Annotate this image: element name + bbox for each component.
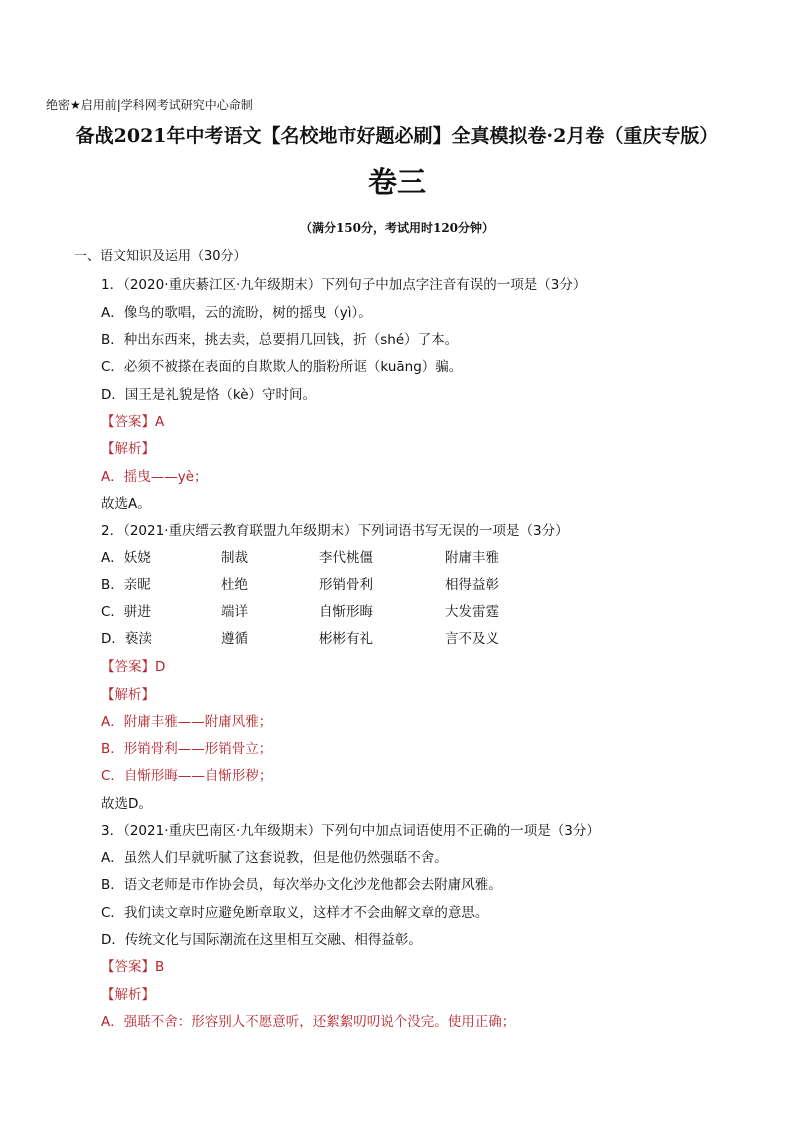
confidential-note: 绝密★启用前|学科网考试研究中心命制 [46,98,253,112]
question-2-answer: 【答案】D [101,659,166,675]
option-cell: 相得益彰 [445,577,499,593]
question-3-option-a: A．虽然人们早就听腻了这套说教，但是他仍然强聒不舍。 [101,850,448,866]
option-cell: B．亲昵 [101,577,151,593]
question-2-analysis-label: 【解析】 [101,687,155,703]
question-1-option-a: A．像鸟的歌唱，云的流盼，树的摇曳（yì）。 [101,305,372,321]
question-2-stem: 2．（2021·重庆缙云教育联盟九年级期末）下列词语书写无误的一项是（3分） [101,523,569,539]
question-1-stem: 1．（2020·重庆綦江区·九年级期末）下列句子中加点字注音有误的一项是（3分） [101,277,587,293]
question-3-analysis-label: 【解析】 [101,987,155,1003]
exam-title: 备战2021年中考语文【名校地市好题必刷】全真模拟卷·2月卷（重庆专版） [75,125,719,147]
question-3-option-b: B．语文老师是市作协会员，每次举办文化沙龙他都会去附庸风雅。 [101,877,502,893]
question-2-analysis-c: C．自惭形晦——自惭形秽； [101,768,273,784]
option-cell: 形销骨利 [319,577,373,593]
option-cell: 端详 [221,604,248,620]
question-3-option-c: C．我们读文章时应避免断章取义，这样才不会曲解文章的意思。 [101,905,489,921]
question-2-analysis-b: B．形销骨利——形销骨立； [101,741,273,757]
option-cell: 彬彬有礼 [319,631,373,647]
option-cell: 言不及义 [445,631,499,647]
question-1-option-d: D．国王是礼貌是恪（kè）守时间。 [101,387,317,403]
question-2-analysis-a: A．附庸丰雅——附庸风雅； [101,714,273,730]
option-cell: 大发雷霆 [445,604,499,620]
question-3-stem: 3．（2021·重庆巴南区·九年级期末）下列句中加点词语使用不正确的一项是（3分） [101,823,600,839]
question-1-analysis-label: 【解析】 [101,441,155,457]
option-cell: 李代桃僵 [319,550,373,566]
question-2-conclusion: 故选D。 [101,796,152,812]
question-1-option-c: C．必须不被搽在表面的自欺欺人的脂粉所诓（kuāng）骗。 [101,359,463,375]
question-3-answer: 【答案】B [101,959,165,975]
question-1-option-b: B．种出东西来，挑去卖，总要捐几回钱，折（shé）了本。 [101,332,459,348]
question-1-answer: 【答案】A [101,414,165,430]
option-cell: C．骈进 [101,604,151,620]
option-cell: 遵循 [221,631,248,647]
option-cell: D．亵渎 [101,631,152,647]
exam-subtitle: 卷三 [367,165,426,199]
section-heading: 一、语文知识及运用（30分） [74,249,247,264]
question-3-option-d: D．传统文化与国际潮流在这里相互交融、相得益彰。 [101,932,422,948]
option-cell: 附庸丰雅 [445,550,499,566]
question-1-conclusion: 故选A。 [101,496,151,512]
option-cell: A．妖娆 [101,550,151,566]
option-cell: 杜绝 [221,577,248,593]
question-1-analysis-a: A．摇曳——yè； [101,469,208,485]
option-cell: 制裁 [221,550,248,566]
question-3-analysis-a: A．强聒不舍：形容别人不愿意听，还絮絮叨叨说个没完。使用正确； [101,1014,516,1030]
option-cell: 自惭形晦 [319,604,373,620]
score-note: （满分150分，考试用时120分钟） [299,221,495,235]
